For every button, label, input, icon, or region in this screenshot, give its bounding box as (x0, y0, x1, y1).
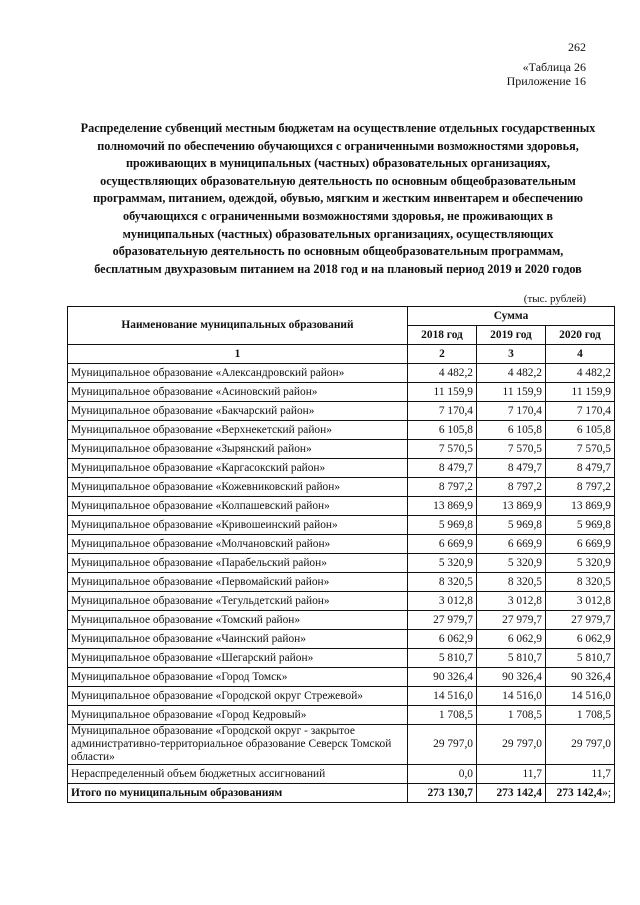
amount-2018: 8 797,2 (408, 478, 477, 497)
table-row (68, 668, 615, 687)
total-row (68, 784, 615, 803)
amount-2019: 14 516,0 (477, 687, 546, 706)
table-row (68, 364, 615, 383)
table-row (68, 516, 615, 535)
amount-2018: 4 482,2 (408, 364, 477, 383)
amount-2019: 6 669,9 (477, 535, 546, 554)
municipality-name: Муниципальное образование «Бакчарский район» (68, 402, 408, 421)
municipality-name: Муниципальное образование «Томский район» (68, 611, 408, 630)
amount-2020: 7 170,4 (546, 402, 615, 421)
municipality-name: Муниципальное образование «Колпашевский район» (68, 497, 408, 516)
amount-2018: 5 320,9 (408, 554, 477, 573)
amount-2019: 90 326,4 (477, 668, 546, 687)
subvention-table (67, 306, 615, 803)
amount-2019: 8 320,5 (477, 573, 546, 592)
total-amount-2019: 273 142,4 (477, 784, 546, 803)
municipality-name: Муниципальное образование «Верхнекетский район» (68, 421, 408, 440)
municipality-name: Муниципальное образование «Молчановский район» (68, 535, 408, 554)
amount-2018: 27 979,7 (408, 611, 477, 630)
municipality-name: Муниципальное образование «Александровский район» (68, 364, 408, 383)
amount-2019: 7 570,5 (477, 440, 546, 459)
table-row (68, 497, 615, 516)
document-title: Распределение субвенций местным бюджетам на осуществление отдельных государственных полномочий по обеспечению обучающихся с ограниченными возможностями здоровья, проживающих в муниципальных (частных) образовательных организациях, осуществляющих образовательную деятельность по основным общеобразовательным программам, питанием, одеждой, обувью, мягким и жестким инвентарем и обеспечению обучающихся с ограниченными возможностями здоровья, не проживающих в муниципальных (частных) образовательных организациях, осуществляющих образовательную деятельность по основным общеобразовательным программам, бесплатным двухразовым питанием на 2018 год и на плановый период 2019 и 2020 годов (80, 121, 596, 276)
amount-2020: 6 105,8 (546, 421, 615, 440)
closing-quote: »; (602, 786, 611, 799)
amount-2018: 14 516,0 (408, 687, 477, 706)
table-row (68, 706, 615, 725)
amount-2019: 5 810,7 (477, 649, 546, 668)
column-header-2018: 2018 год (408, 326, 477, 345)
amount-2020: 3 012,8 (546, 592, 615, 611)
amount-2018: 6 669,9 (408, 535, 477, 554)
amount-2020: 1 708,5 (546, 706, 615, 725)
amount-2018: 29 797,0 (408, 725, 477, 765)
amount-2020: 11 159,9 (546, 383, 615, 402)
amount-2019: 27 979,7 (477, 611, 546, 630)
amount-2020: 5 810,7 (546, 649, 615, 668)
amount-2020: 6 669,9 (546, 535, 615, 554)
total-label: Итого по муниципальным образованиям (68, 784, 408, 803)
table-row (68, 592, 615, 611)
municipality-name: Муниципальное образование «Тегульдетский район» (68, 592, 408, 611)
amount-2020: 8 320,5 (546, 573, 615, 592)
municipality-name: Муниципальное образование «Каргасокский район» (68, 459, 408, 478)
table-row (68, 630, 615, 649)
table-row (68, 649, 615, 668)
column-index-row (68, 345, 615, 364)
amount-2018: 3 012,8 (408, 592, 477, 611)
municipality-name: Муниципальное образование «Зырянский район» (68, 440, 408, 459)
municipality-name: Муниципальное образование «Первомайский район» (68, 573, 408, 592)
table-row (68, 573, 615, 592)
table-row (68, 765, 615, 784)
municipality-name: Муниципальное образование «Город Кедровый» (68, 706, 408, 725)
units-label: (тыс. рублей) (523, 293, 586, 305)
amount-2019: 5 320,9 (477, 554, 546, 573)
amount-2020: 27 979,7 (546, 611, 615, 630)
header-row (68, 307, 615, 326)
table-row (68, 440, 615, 459)
amount-2018: 7 570,5 (408, 440, 477, 459)
municipality-name: Муниципальное образование «Кожевниковский район» (68, 478, 408, 497)
amount-2018: 6 105,8 (408, 421, 477, 440)
total-amount-value: 273 142,4 (556, 786, 603, 799)
table-row (68, 402, 615, 421)
amount-2019: 3 012,8 (477, 592, 546, 611)
amount-2018: 6 062,9 (408, 630, 477, 649)
table-row (68, 535, 615, 554)
appendix-label: Приложение 16 (506, 74, 586, 88)
municipality-name: Муниципальное образование «Городской округ Стрежевой» (68, 687, 408, 706)
table-reference: «Таблица 26 (522, 60, 586, 74)
total-amount-2020 (546, 784, 615, 803)
amount-2019: 11,7 (477, 765, 546, 784)
amount-2020: 14 516,0 (546, 687, 615, 706)
amount-2018: 1 708,5 (408, 706, 477, 725)
amount-2019: 6 062,9 (477, 630, 546, 649)
column-index: 1 (68, 345, 408, 364)
amount-2019: 5 969,8 (477, 516, 546, 535)
amount-2019: 8 797,2 (477, 478, 546, 497)
column-header-2019: 2019 год (477, 326, 546, 345)
column-index: 2 (408, 345, 477, 364)
amount-2020: 7 570,5 (546, 440, 615, 459)
table-row (68, 611, 615, 630)
amount-2020: 11,7 (546, 765, 615, 784)
amount-2019: 6 105,8 (477, 421, 546, 440)
amount-2020: 90 326,4 (546, 668, 615, 687)
amount-2018: 90 326,4 (408, 668, 477, 687)
municipality-name: Муниципальное образование «Шегарский район» (68, 649, 408, 668)
amount-2019: 8 479,7 (477, 459, 546, 478)
amount-2019: 1 708,5 (477, 706, 546, 725)
amount-2020: 8 479,7 (546, 459, 615, 478)
amount-2018: 13 869,9 (408, 497, 477, 516)
municipality-name: Муниципальное образование «Чаинский район» (68, 630, 408, 649)
table-row (68, 383, 615, 402)
table-row (68, 421, 615, 440)
amount-2018: 5 810,7 (408, 649, 477, 668)
amount-2020: 5 320,9 (546, 554, 615, 573)
amount-2020: 4 482,2 (546, 364, 615, 383)
amount-2019: 11 159,9 (477, 383, 546, 402)
amount-2020: 6 062,9 (546, 630, 615, 649)
table-row (68, 459, 615, 478)
table-row (68, 687, 615, 706)
column-header-2020: 2020 год (546, 326, 615, 345)
amount-2019: 4 482,2 (477, 364, 546, 383)
table-row (68, 554, 615, 573)
municipality-name: Муниципальное образование «Асиновский район» (68, 383, 408, 402)
column-index: 3 (477, 345, 546, 364)
amount-2020: 5 969,8 (546, 516, 615, 535)
column-header-sum: Сумма (408, 307, 615, 326)
table-row (68, 725, 615, 765)
amount-2018: 8 320,5 (408, 573, 477, 592)
amount-2020: 8 797,2 (546, 478, 615, 497)
municipality-name: Муниципальное образование «Городской округ - закрытое административно-территориальное образование Северск Томской области» (68, 725, 408, 765)
amount-2018: 7 170,4 (408, 402, 477, 421)
amount-2019: 13 869,9 (477, 497, 546, 516)
amount-2018: 5 969,8 (408, 516, 477, 535)
municipality-name: Муниципальное образование «Кривошеинский район» (68, 516, 408, 535)
column-index: 4 (546, 345, 615, 364)
amount-2018: 0,0 (408, 765, 477, 784)
municipality-name: Муниципальное образование «Город Томск» (68, 668, 408, 687)
column-header-name: Наименование муниципальных образований (68, 307, 408, 345)
amount-2020: 29 797,0 (546, 725, 615, 765)
amount-2019: 7 170,4 (477, 402, 546, 421)
municipality-name: Нераспределенный объем бюджетных ассигнований (68, 765, 408, 784)
table-row (68, 478, 615, 497)
amount-2018: 8 479,7 (408, 459, 477, 478)
page-number: 262 (568, 40, 586, 54)
appendix-reference (507, 60, 586, 88)
municipality-name: Муниципальное образование «Парабельский район» (68, 554, 408, 573)
amount-2020: 13 869,9 (546, 497, 615, 516)
total-amount-2018: 273 130,7 (408, 784, 477, 803)
amount-2018: 11 159,9 (408, 383, 477, 402)
amount-2019: 29 797,0 (477, 725, 546, 765)
